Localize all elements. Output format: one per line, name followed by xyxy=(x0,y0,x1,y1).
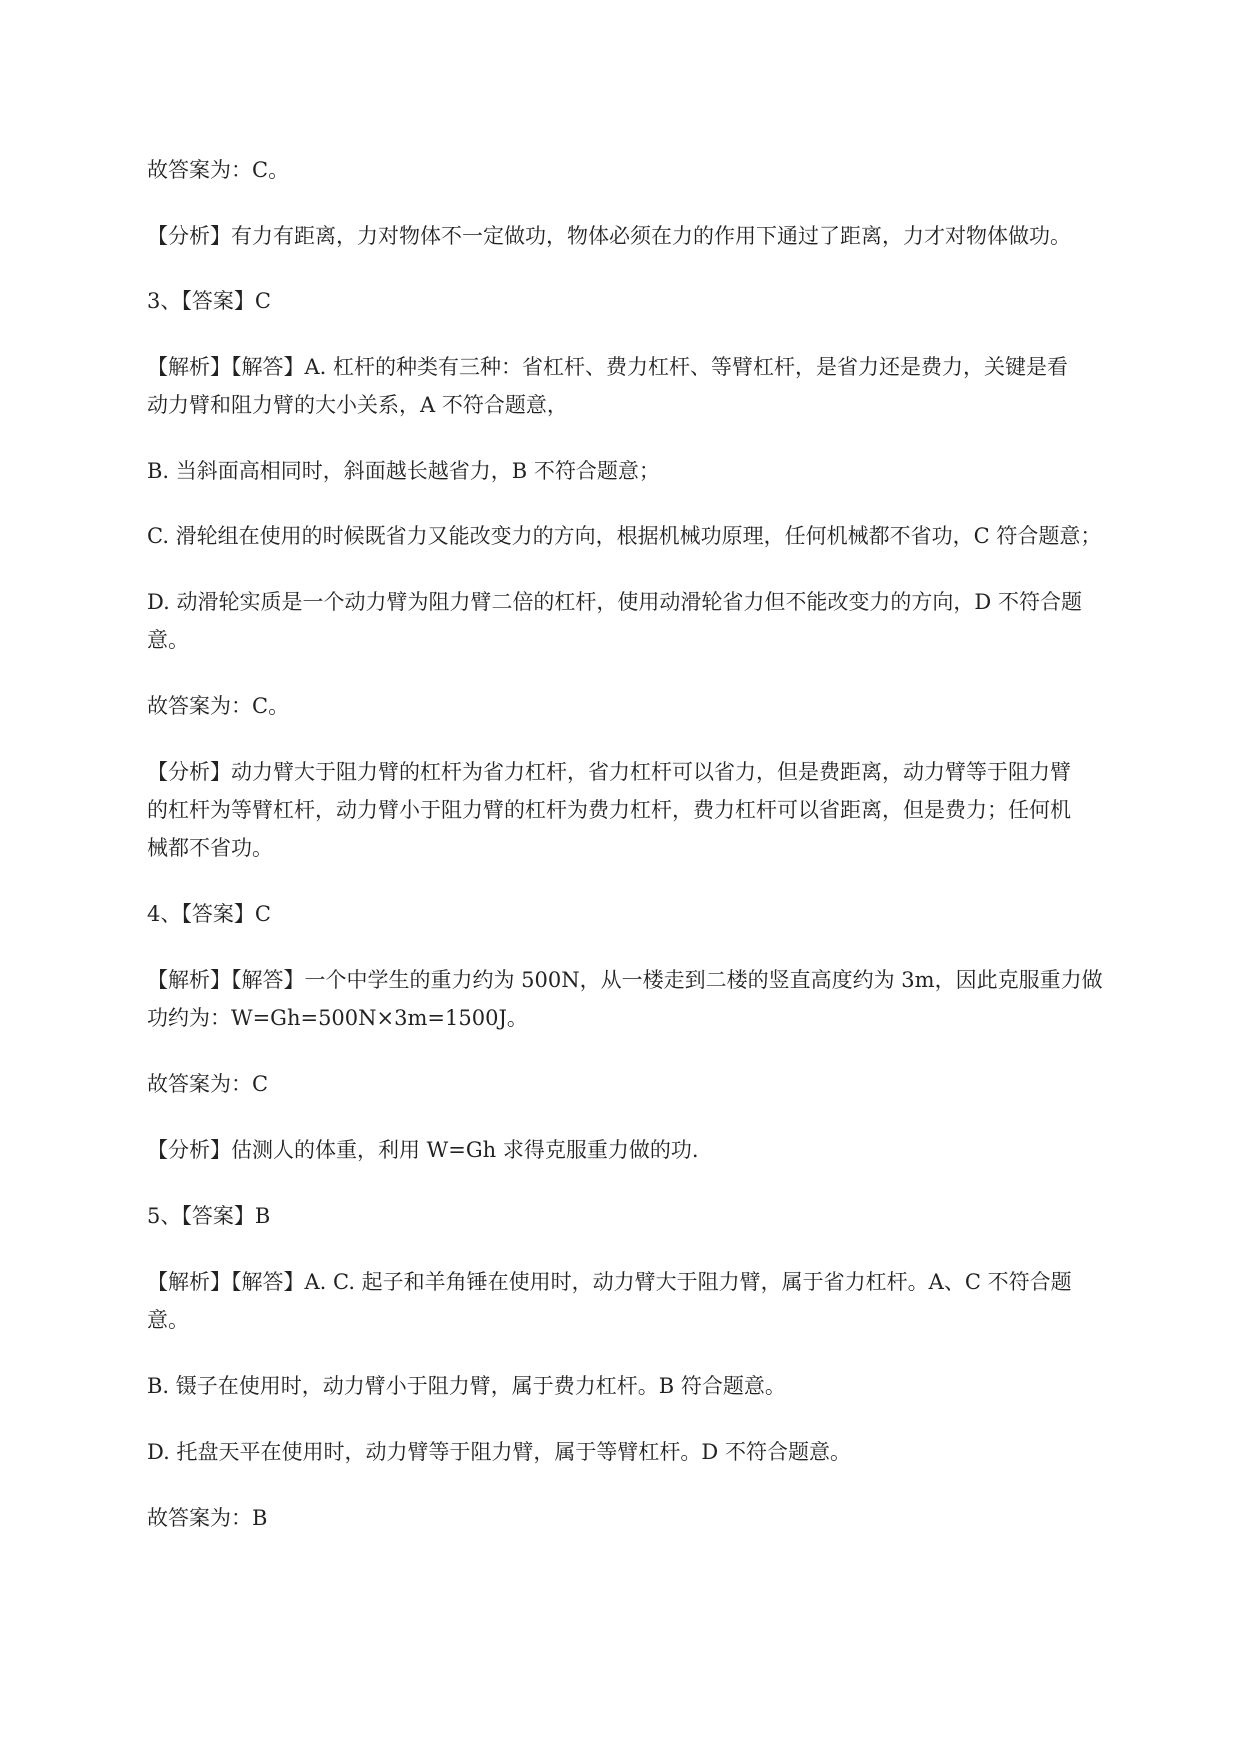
question-5-explanation-line-1: 【解析】【解答】A. C. 起子和羊角锤在使用时，动力臂大于阻力臂，属于省力杠杆。A、C 不符合题 xyxy=(147,1270,1072,1294)
analysis-line-1: 【分析】动力臂大于阻力臂的杠杆为省力杠杆，省力杠杆可以省力，但是费距离，动力臂等于阻力臂 xyxy=(147,760,1071,784)
option-d-line: D. 托盘天平在使用时，动力臂等于阻力臂，属于等臂杠杆。D 不符合题意。 xyxy=(147,1440,851,1464)
analysis-line: 【分析】估测人的体重，利用 W=Gh 求得克服重力做的功. xyxy=(147,1138,699,1162)
option-c-line: C. 滑轮组在使用的时候既省力又能改变力的方向，根据机械功原理，任何机械都不省功，C 符合题意； xyxy=(147,524,1102,548)
question-4-answer: 4、【答案】C xyxy=(147,902,271,926)
analysis-line: 【分析】有力有距离，力对物体不一定做功，物体必须在力的作用下通过了距离，力才对物体做功。 xyxy=(147,224,1071,248)
answer-line: 故答案为：B xyxy=(147,1506,268,1530)
answer-line: 故答案为：C。 xyxy=(147,694,290,718)
answer-line: 故答案为：C。 xyxy=(147,158,290,182)
question-4-explanation-line-1: 【解析】【解答】一个中学生的重力约为 500N，从一楼走到二楼的竖直高度约为 3m，因此克服重力做 xyxy=(147,968,1103,992)
analysis-line-3: 械都不省功。 xyxy=(147,836,273,860)
question-3-explanation-line-1: 【解析】【解答】A. 杠杆的种类有三种：省杠杆、费力杠杆、等臂杠杆，是省力还是费力，关键是看 xyxy=(147,355,1069,379)
option-b-line: B. 镊子在使用时，动力臂小于阻力臂，属于费力杠杆。B 符合题意。 xyxy=(147,1374,786,1398)
answer-line: 故答案为：C xyxy=(147,1072,269,1096)
option-d-line-1: D. 动滑轮实质是一个动力臂为阻力臂二倍的杠杆，使用动滑轮省力但不能改变力的方向，D 不符合题 xyxy=(147,590,1082,614)
question-3-answer: 3、【答案】C xyxy=(147,289,271,313)
question-4-explanation-line-2: 功约为：W=Gh=500N×3m=1500J。 xyxy=(147,1006,528,1030)
option-d-line-2: 意。 xyxy=(147,628,189,652)
option-b-line: B. 当斜面高相同时，斜面越长越省力，B 不符合题意； xyxy=(147,459,660,483)
question-3-explanation-line-2: 动力臂和阻力臂的大小关系，A 不符合题意， xyxy=(147,393,568,417)
analysis-line-2: 的杠杆为等臂杠杆，动力臂小于阻力臂的杠杆为费力杠杆，费力杠杆可以省距离，但是费力；任何机 xyxy=(147,798,1071,822)
question-5-explanation-line-2: 意。 xyxy=(147,1308,189,1332)
question-5-answer: 5、【答案】B xyxy=(147,1204,271,1228)
